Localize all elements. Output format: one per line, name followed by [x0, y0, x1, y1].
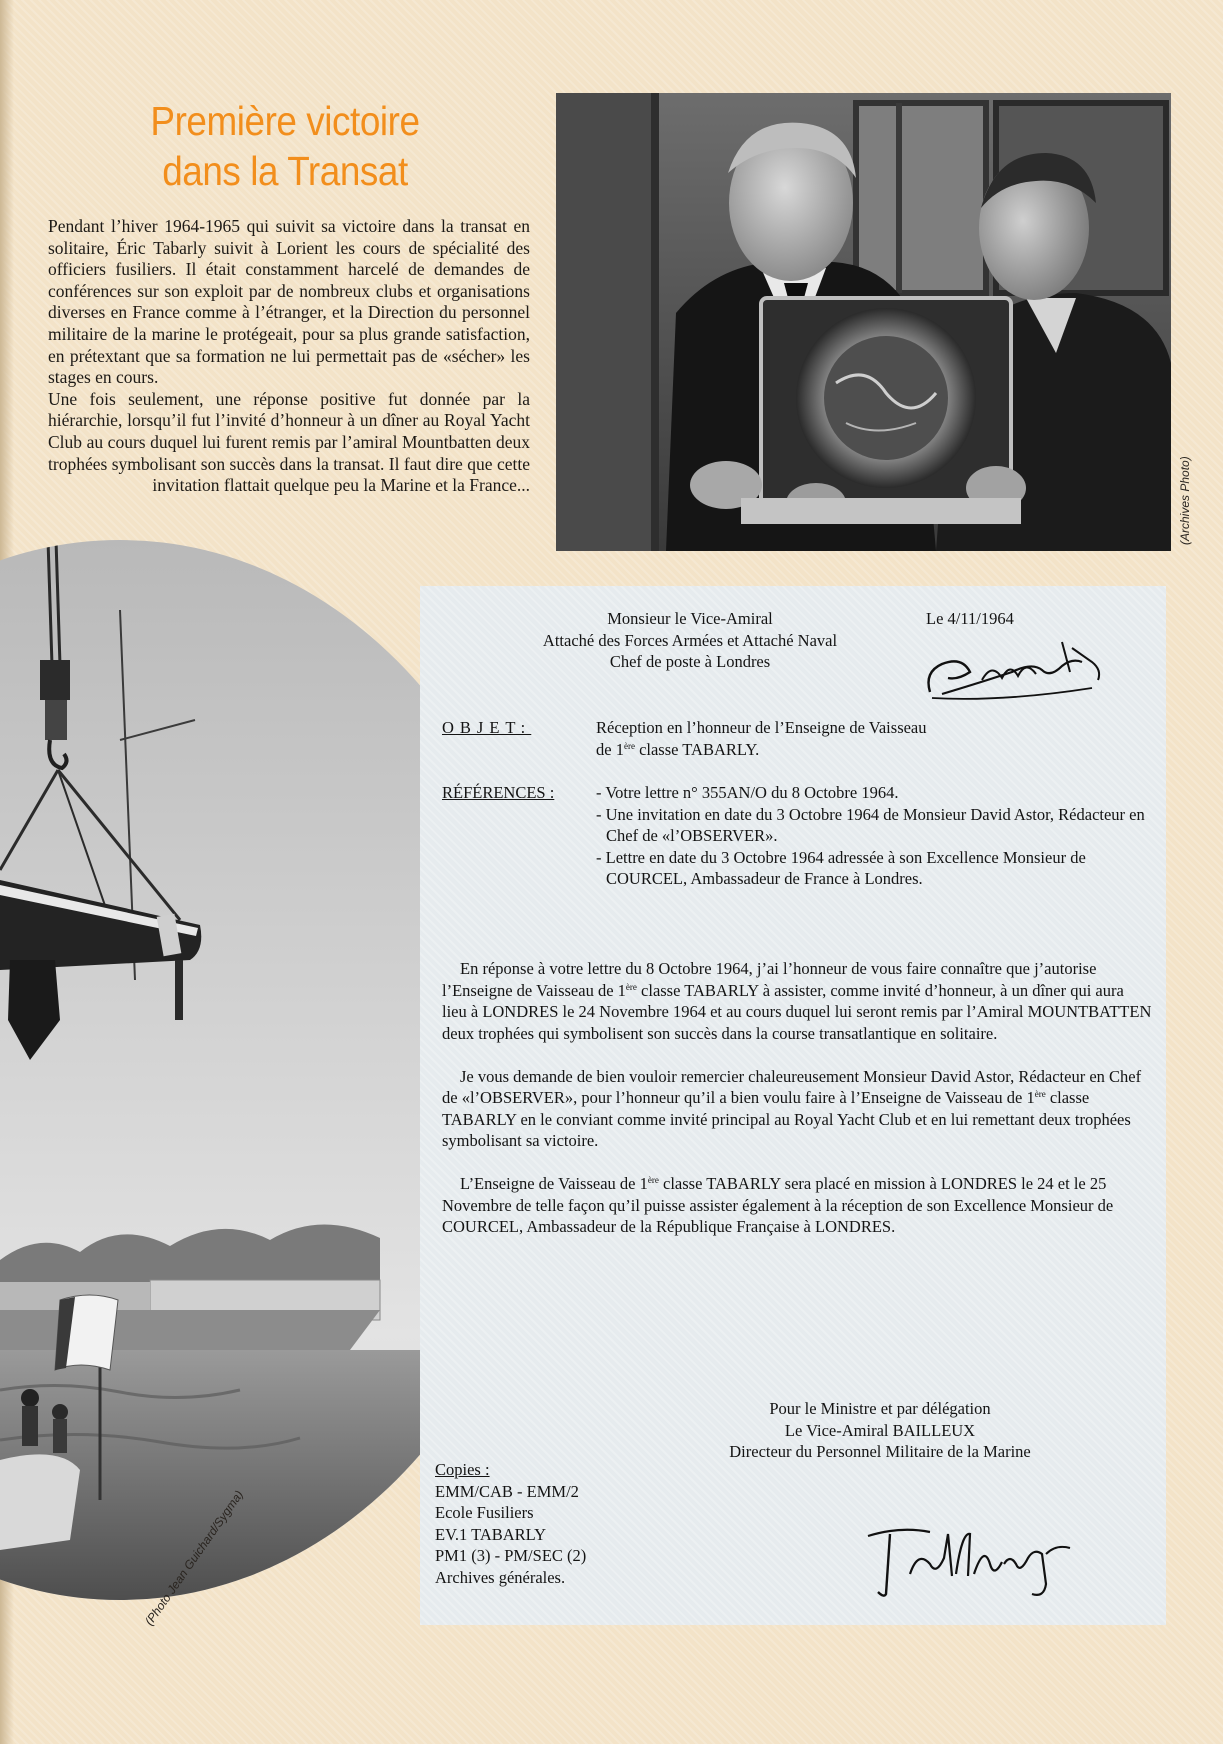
sender-signature — [922, 632, 1112, 708]
body-paragraph-1: En réponse à votre lettre du 8 Octobre 1964, j’ai l’honneur de vous faire connaître que j’autorise l’Enseigne de Vaisseau de 1ère classe TABARLY à assister, comme invité d’honneur, à un dîner qui aura lieu à LONDRES le 24 Novembre 1964 et au cours duquel lui seront remis par l’Amiral MOUNTBATTEN deux trophées qui symbolisent son succès dans la course transatlantique en solitaire. — [442, 959, 1152, 1043]
letter-sender — [420, 608, 960, 673]
bottom-photo-credit: (Photo Jean Guichard/Sygma) — [142, 1487, 247, 1629]
references-label: RÉFÉRENCES : — [442, 783, 555, 802]
salutation-line-3: Directeur du Personnel Militaire de la Marine — [729, 1442, 1031, 1461]
official-letter — [420, 586, 1166, 1625]
title-line-1: Première victoire — [150, 98, 420, 144]
copies-item: PM1 (3) - PM/SEC (2) — [435, 1546, 587, 1565]
body-paragraph-2: Je vous demande de bien vouloir remercier chaleureusement Monsieur David Astor, Rédacteur en Chef de «l’OBSERVER», pour l’honneur qu’il a bien voulu faire à l’Enseigne de Vaisseau de 1ère classe TABARLY en le conviant comme invité principal au Royal Yacht Club et en lui remettant deux trophées symbolisant sa victoire. — [442, 1066, 1142, 1150]
article-intro — [48, 216, 530, 497]
letter-body — [442, 958, 1152, 1259]
objet-label: OBJET: — [442, 718, 532, 737]
sender-line-1: Monsieur le Vice-Amiral — [607, 609, 773, 628]
reference-item: - Une invitation en date du 3 Octobre 1964 de Monsieur David Astor, Rédacteur en Chef de «l’OBSERVER». — [596, 804, 1145, 845]
article-title — [74, 96, 497, 196]
objet-line-2: de 1ère classe TABARLY. — [596, 739, 760, 759]
bailleux-signature — [860, 1514, 1080, 1600]
letter-salutation — [650, 1398, 1110, 1463]
copies-label: Copies : — [435, 1460, 490, 1479]
copies-item: Ecole Fusiliers — [435, 1503, 534, 1522]
intro-paragraph-1: Pendant l’hiver 1964-1965 qui suivit sa victoire dans la transat en solitaire, Éric Tabarly suivit à Lorient les cours de spécialité des officiers fusiliers. Il était constamment harcelé de demandes de conférences sur son exploit par de nombreux clubs et organisations diverses en France comme à l’étranger, et la Direction du personnel militaire de la marine le protégeait, pour sa plus grande satisfaction, en prétextant que sa formation ne lui permettait pas de «sécher» les stages en cours. — [48, 216, 530, 388]
copies-list — [435, 1459, 735, 1588]
salutation-line-2: Le Vice-Amiral BAILLEUX — [784, 1420, 976, 1440]
title-line-2: dans la Transat — [162, 148, 408, 194]
letter-date: Le 4/11/1964 — [926, 609, 1014, 628]
references-list — [596, 782, 1156, 890]
copies-item: EMM/CAB - EMM/2 — [435, 1481, 579, 1501]
trophy-ceremony-photo — [556, 93, 1171, 551]
intro-paragraph-2: Une fois seulement, une réponse positive fut donnée par la hiérarchie, lorsqu’il fut l’invité d’honneur à un dîner au Royal Yacht Club au cours duquel lui furent remis par l’amiral Mountbatten deux trophées symbolisant son succès dans la transat. Il faut dire que cette invitation flattait quelque peu la Marine et la France... — [48, 388, 530, 496]
copies-item: Archives générales. — [435, 1567, 566, 1587]
sender-line-3: Chef de poste à Londres — [609, 652, 771, 671]
sender-line-2: Attaché des Forces Armées et Attaché Naval — [542, 630, 838, 650]
body-paragraph-3: L’Enseigne de Vaisseau de 1ère classe TABARLY sera placé en mission à LONDRES le 24 et le 25 Novembre de telle façon qu’il puisse assister également à la réception de son Excellence Monsieur de COURCEL, Ambassadeur de la République Française à LONDRES. — [442, 1174, 1114, 1236]
copies-item: EV.1 TABARLY — [435, 1524, 547, 1544]
objet-line-1: Réception en l’honneur de l’Enseigne de Vaisseau — [596, 718, 927, 737]
salutation-line-1: Pour le Ministre et par délégation — [769, 1399, 991, 1418]
objet-text — [596, 717, 1136, 760]
top-photo-credit: (Archives Photo) — [1178, 456, 1192, 545]
reference-item: - Lettre en date du 3 Octobre 1964 adressée à son Excellence Monsieur de COURCEL, Ambassadeur de France à Londres. — [596, 847, 1086, 888]
reference-item: - Votre lettre n° 355AN/O du 8 Octobre 1964. — [596, 783, 899, 802]
